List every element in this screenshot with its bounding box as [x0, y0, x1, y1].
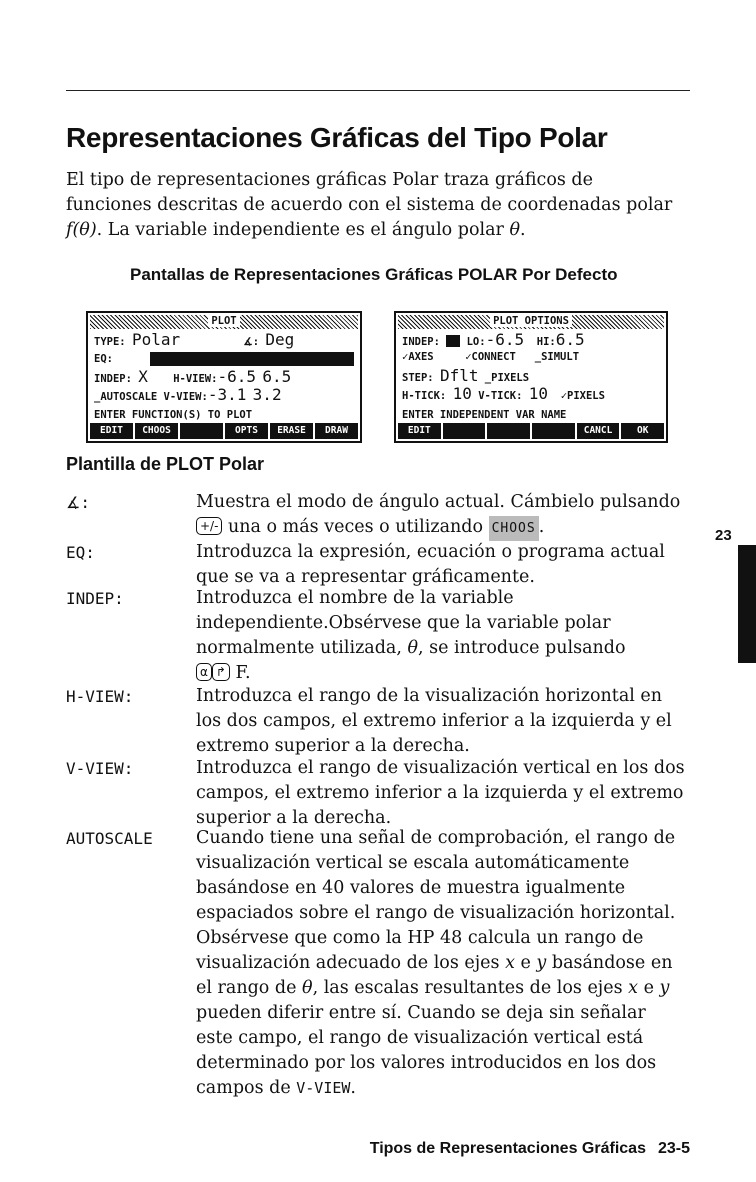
plus-minus-key-icon: +/- [196, 517, 222, 535]
def-autoscale [66, 826, 686, 1101]
step-value: Dflt [439, 366, 479, 385]
lo-label: LO: [466, 336, 486, 348]
term-autoscale: AUTOSCALE [66, 829, 153, 848]
menu-key-choos[interactable]: CHOOS [135, 423, 178, 439]
plot-options-screen [394, 311, 668, 443]
page-footer [370, 1140, 690, 1158]
tick-row [402, 384, 605, 403]
autoscale-label: _AUTOSCALE [94, 391, 158, 403]
vview-label: V-VIEW: [163, 391, 208, 403]
term-indep: INDEP: [66, 589, 124, 608]
footer-page-number: 23-5 [657, 1140, 690, 1157]
opt-menu-key-edit[interactable]: EDIT [398, 423, 441, 439]
desc-autoscale-x1: x [505, 953, 515, 973]
intro-text-2: . La variable independiente es el ángulo polar [96, 220, 510, 240]
desc-indep-text1: Introduzca el nombre de la variable independiente.Obsérvese que la variable polar normalmente utilizada, [196, 588, 611, 658]
def-hview [66, 684, 686, 759]
plot-screen-title: PLOT [208, 315, 239, 327]
desc-indep-text2: , se introduce pulsando [418, 638, 626, 658]
plot-screen [86, 311, 362, 443]
tick-pixels-checkbox: ✓PIXELS [560, 390, 605, 402]
indep-field-highlight [446, 335, 460, 347]
eq-label: EQ: [94, 353, 113, 365]
desc-autoscale-text5: e [638, 978, 660, 998]
def-vview [66, 756, 686, 831]
htick-value: 10 [452, 384, 472, 403]
alpha-key-icon: α [196, 663, 212, 681]
desc-autoscale-text1: Cuando tiene una señal de comprobación, el rango de visualización vertical se escala automáticamente basándose en 40 valores de muestra igualmente espaciados sobre el rango de visualización horizontal. Obsérvese que como la HP 48 calcula un rango de visualización adecuado de los ejes [196, 828, 676, 973]
section-heading: Representaciones Gráficas del Tipo Polar [66, 122, 608, 153]
step-row [402, 366, 529, 385]
desc-angle-text2: una o más veces o utilizando [222, 517, 489, 537]
vtick-value: 10 [528, 384, 549, 403]
desc-autoscale [196, 826, 686, 1101]
desc-autoscale-text4: , las escalas resultantes de los ejes [312, 978, 629, 998]
desc-vview: Introduzca el rango de visualización vertical en los dos campos, el extremo inferior a la izquierda y el extremo superior a la derecha. [196, 758, 685, 828]
term-hview: H-VIEW: [66, 687, 134, 706]
vview-lo: -3.1 [207, 385, 247, 404]
intro-text-3: . [520, 220, 526, 240]
angle-label: ∡: [243, 336, 260, 348]
term-angle: ∡: [66, 493, 90, 512]
type-label: TYPE: [94, 336, 126, 348]
plot-screen-title-bar [90, 315, 358, 329]
type-row [94, 330, 294, 349]
opt-menu-key-blank-3[interactable] [532, 423, 575, 439]
desc-autoscale-y2: y [659, 978, 670, 998]
opt-menu-key-blank-1[interactable] [443, 423, 486, 439]
opt-menu-key-ok[interactable]: OK [621, 423, 664, 439]
desc-autoscale-text2: e [514, 953, 537, 973]
term-eq: EQ: [66, 543, 95, 562]
vtick-label: V-TICK: [478, 390, 523, 402]
chapter-tab [738, 545, 756, 663]
desc-hview: Introduzca el rango de la visualización horizontal en los dos campos, el extremo inferior a la izquierda y el extremo superior a la derecha. [196, 686, 672, 756]
desc-eq: Introduzca la expresión, ecuación o programa actual que se va a representar gráficamente. [196, 542, 665, 587]
options-screen-title-bar [398, 315, 664, 329]
htick-label: H-TICK: [402, 390, 447, 402]
lo-value: -6.5 [485, 330, 525, 349]
type-value: Polar [131, 330, 181, 349]
eq-field-highlight [150, 352, 354, 366]
hview-label: H-VIEW: [173, 373, 218, 385]
footer-title: Tipos de Representaciones Gráficas [369, 1140, 646, 1157]
intro-theta: θ [509, 220, 521, 240]
opt-menu-key-cancl[interactable]: CANCL [577, 423, 620, 439]
eq-row [94, 353, 113, 365]
desc-indep [196, 586, 686, 686]
opt-indep-label: INDEP: [402, 336, 440, 348]
def-indep [66, 586, 686, 686]
step-label: STEP: [402, 372, 434, 384]
plot-screen-prompt: ENTER FUNCTION(S) TO PLOT [94, 409, 253, 421]
hview-hi: 6.5 [262, 367, 292, 386]
plot-screen-menu [90, 423, 358, 439]
simult-checkbox: _SIMULT [534, 351, 580, 363]
intro-formula: f(θ) [66, 220, 97, 240]
angle-value: Deg [265, 330, 295, 349]
indep-value: X [138, 367, 148, 386]
desc-autoscale-text3: basándose en el rango de [196, 953, 673, 998]
desc-autoscale-vview-ref: V-VIEW [296, 1079, 351, 1097]
template-heading: Plantilla de PLOT Polar [66, 454, 265, 474]
choos-softkey: CHOOS [489, 516, 539, 541]
options-screen-title: PLOT OPTIONS [490, 315, 572, 327]
desc-angle [196, 490, 686, 541]
hi-value: 6.5 [555, 330, 585, 349]
desc-autoscale-x2: x [628, 978, 639, 998]
hi-label: HI: [536, 336, 556, 348]
menu-key-blank[interactable] [180, 423, 223, 439]
menu-key-draw[interactable]: DRAW [315, 423, 358, 439]
desc-angle-text1: Muestra el modo de ángulo actual. Cámbielo pulsando [196, 492, 681, 512]
pixels-checkbox: _PIXELS [484, 372, 530, 384]
top-rule [66, 90, 690, 91]
desc-autoscale-theta: θ [302, 978, 313, 998]
def-eq [66, 540, 686, 590]
menu-key-erase[interactable]: ERASE [270, 423, 313, 439]
menu-key-edit[interactable]: EDIT [90, 423, 133, 439]
options-screen-prompt: ENTER INDEPENDENT VAR NAME [402, 409, 567, 421]
indep-hview-row [94, 367, 291, 386]
vview-hi: 3.2 [252, 385, 282, 404]
indep-lo-hi-row [402, 330, 585, 349]
chapter-number: 23 [715, 527, 732, 544]
desc-autoscale-text7: . [350, 1078, 356, 1098]
screens-heading: Pantallas de Representaciones Gráficas POLAR Por Defecto [130, 265, 618, 284]
desc-autoscale-y1: y [536, 953, 547, 973]
def-angle [66, 490, 686, 541]
connect-checkbox: ✓CONNECT [465, 351, 516, 363]
desc-autoscale-text6: pueden diferir entre sí. Cuando se deja sin señalar este campo, el rango de visualización vertical está determinado por los valores introducidos en los dos campos de [196, 1003, 657, 1098]
desc-indep-text3: F. [229, 663, 251, 683]
hview-lo: -6.5 [217, 367, 256, 386]
term-vview: V-VIEW: [66, 759, 134, 778]
axes-checkbox: ✓AXES [402, 351, 434, 363]
opt-menu-key-blank-2[interactable] [487, 423, 530, 439]
indep-label: INDEP: [94, 373, 132, 385]
desc-indep-theta: θ [407, 638, 419, 658]
intro-text-1: El tipo de representaciones gráficas Polar traza gráficos de funciones descritas de acuerdo con el sistema de coordenadas polar [66, 170, 673, 215]
intro-paragraph [66, 168, 676, 243]
desc-angle-text3: . [538, 517, 545, 537]
right-shift-key-icon: ↱ [212, 663, 230, 681]
autoscale-vview-row [94, 385, 282, 404]
menu-key-opts[interactable]: OPTS [225, 423, 268, 439]
axes-connect-row [402, 351, 579, 363]
options-screen-menu [398, 423, 664, 439]
